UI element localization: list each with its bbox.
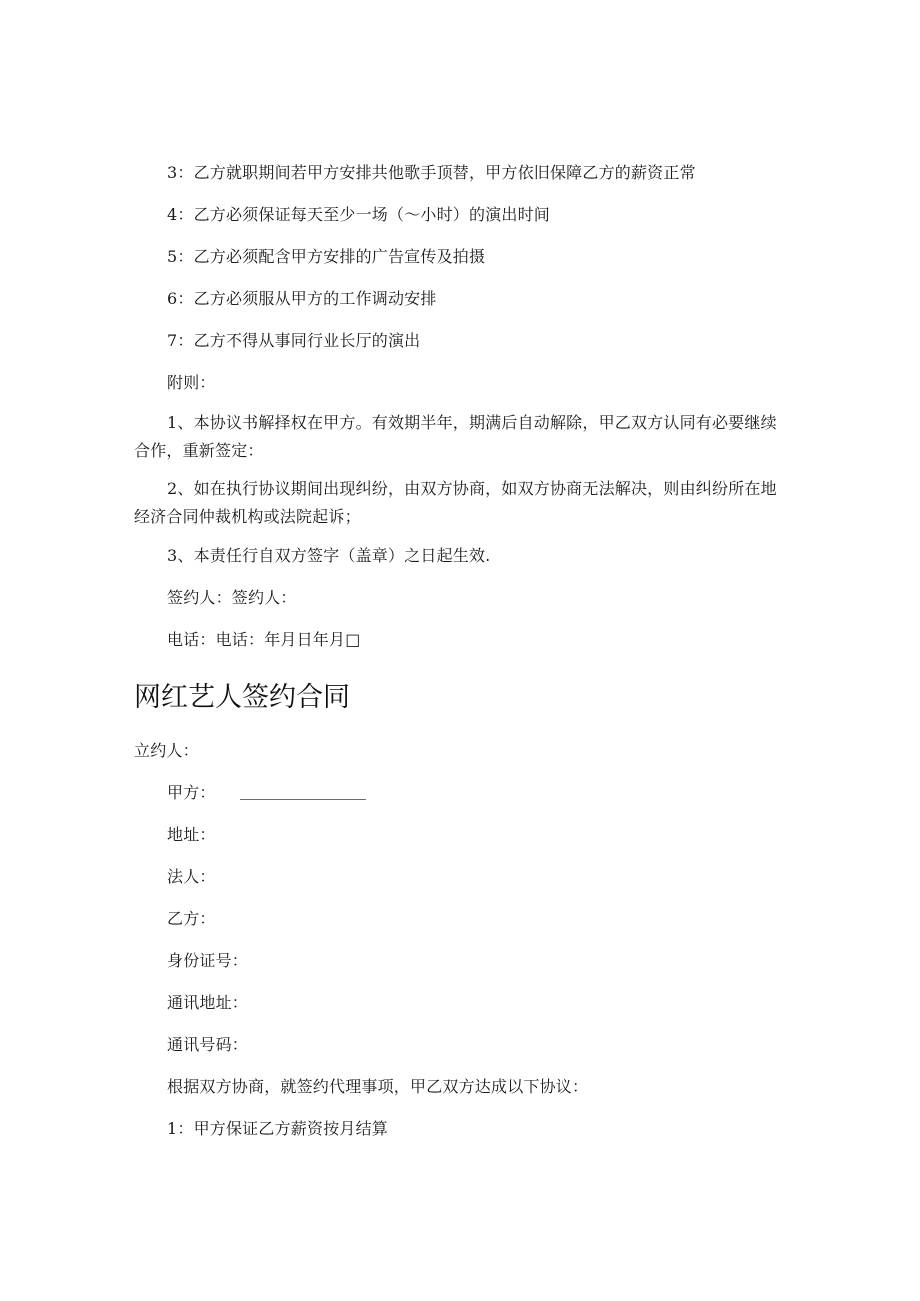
- contract-clause-1: 1：甲方保证乙方薪资按月结算: [167, 1119, 388, 1138]
- mail-address-label: 通讯地址：: [167, 993, 249, 1012]
- phone-number-label: 通讯号码：: [167, 1035, 249, 1054]
- appendix-item-3: 3、本责任行自双方签字（盖章）之日起生效.: [167, 546, 491, 565]
- party-a-label: 甲方：: [167, 783, 216, 802]
- party-a-blank-line: [240, 787, 366, 800]
- signers-line: 签约人：签约人：: [167, 588, 297, 607]
- clause-5: 5：乙方必须配含甲方安排的广告宣传及拍摄: [167, 247, 486, 266]
- party-a-row: [167, 782, 366, 804]
- preamble: 根据双方协商，就签约代理事项，甲乙双方达成以下协议：: [167, 1077, 589, 1096]
- appendix-item-1: 1、本协议书解择权在甲方。有效期半年，期满后自动解除，甲乙双方认同有必要继续合作，重新签定：: [134, 413, 777, 460]
- legal-person-label: 法人：: [167, 867, 216, 886]
- clause-4: 4：乙方必须保证每天至少一场（～小时）的演出时间: [167, 205, 550, 224]
- id-number-label: 身份证号：: [167, 951, 249, 970]
- appendix-item-2: 2、如在执行协议期间出现纠纷，由双方协商，如双方协商无法解决，则由纠纷所在地经济合同仲裁机构或法院起诉；: [134, 479, 777, 526]
- phones-date-line: 电话：电话：年月日年月□: [167, 630, 361, 649]
- appendix-heading: 附则：: [167, 373, 216, 392]
- contract-title: 网红艺人签约合同: [134, 682, 350, 713]
- parties-label: 立约人：: [134, 741, 199, 760]
- clause-3: 3：乙方就职期间若甲方安排共他歌手顶替，甲方依旧保障乙方的薪资正常: [167, 163, 696, 182]
- clause-7: 7：乙方不得从事同行业长厅的演出: [167, 331, 421, 350]
- address-label: 地址：: [167, 825, 216, 844]
- clause-6: 6：乙方必须服从甲方的工作调动安排: [167, 289, 437, 308]
- party-b-label: 乙方：: [167, 909, 216, 928]
